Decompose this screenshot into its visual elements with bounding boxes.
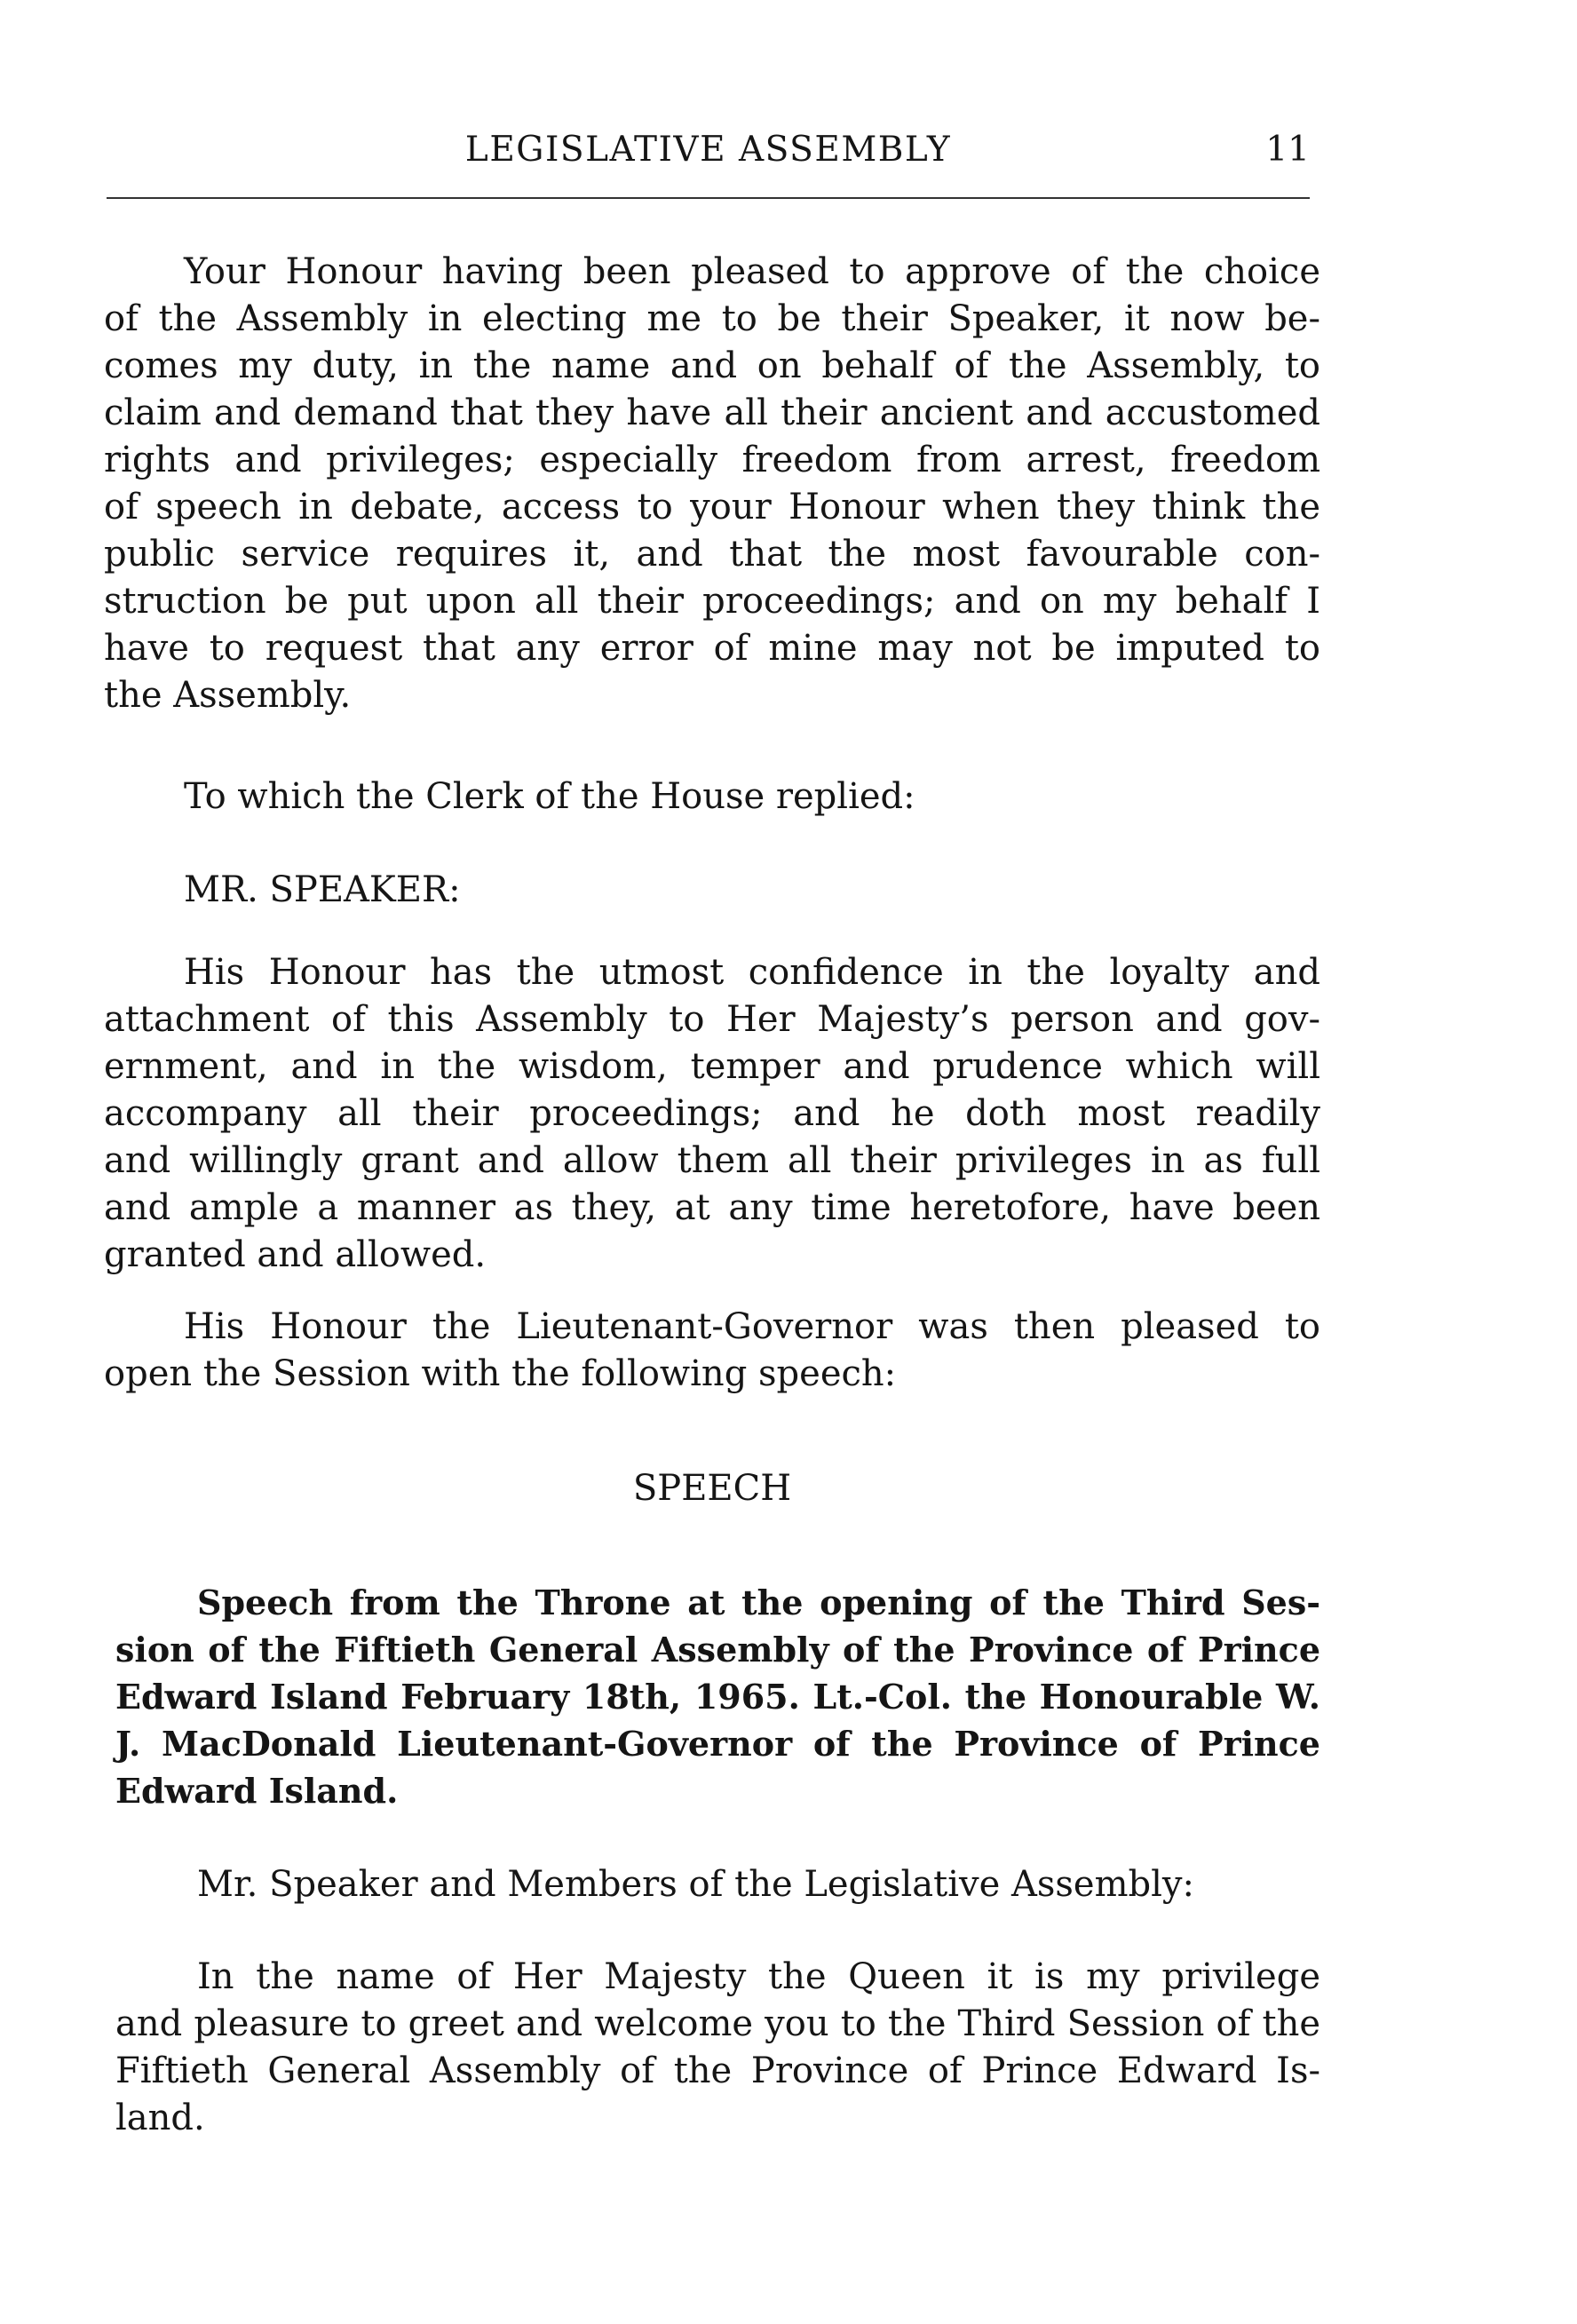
text-line: and ample a manner as they, at any time heretofore, have been (104, 1187, 1320, 1228)
text-line: and willingly grant and allow them all their privileges in as full (104, 1140, 1320, 1181)
text-line: sion of the Fiftieth General Assembly of the Province of Prince (115, 1630, 1320, 1670)
address-line (115, 1861, 1320, 1908)
running-head (107, 129, 1310, 182)
speech-heading: SPEECH (632, 1468, 792, 1509)
text-line: claim and demand that they have all their ancient and accustomed (104, 393, 1320, 433)
text-line: Edward Island February 18th, 1965. Lt.-Col. the Honourable W. (115, 1677, 1320, 1717)
paragraph-reply (104, 949, 1320, 1279)
text-line: comes my duty, in the name and on behalf of the Assembly, to (104, 345, 1320, 386)
speech-caption (115, 1579, 1320, 1814)
text-line: Fiftieth General Assembly of the Province of Prince Edward Is- (115, 2050, 1320, 2091)
page-number: 11 (1265, 130, 1310, 170)
clerk-intro (104, 773, 1320, 821)
running-title: LEGISLATIVE ASSEMBLY (464, 130, 952, 170)
paragraph-session-open (104, 1304, 1320, 1398)
text-line: rights and privileges; especially freedom from arrest, freedom (104, 440, 1320, 480)
text-line: His Honour the Lieutenant-Governor was then pleased to (184, 1306, 1320, 1347)
text-line: of speech in debate, access to your Honour when they think the (104, 487, 1320, 527)
text-line: struction be put upon all their proceedings; and on my behalf I (104, 581, 1320, 622)
text-line: ernment, and in the wisdom, temper and prudence which will (104, 1046, 1320, 1087)
text-line: of the Assembly in electing me to be their Speaker, it now be- (104, 298, 1320, 339)
text-line: attachment of this Assembly to Her Majesty’s person and gov- (104, 999, 1320, 1040)
address-text: Mr. Speaker and Members of the Legislative Assembly: (197, 1864, 1195, 1905)
text-line: land. (115, 2098, 205, 2138)
salutation-text: MR. SPEAKER: (184, 869, 461, 910)
header-rule (107, 197, 1310, 199)
text-line: His Honour has the utmost confidence in the loyalty and (184, 952, 1320, 993)
text-line: the Assembly. (104, 675, 352, 716)
text-line: Speech from the Throne at the opening of the Third Ses- (197, 1582, 1320, 1622)
text-line: Edward Island. (115, 1771, 399, 1811)
text-line: open the Session with the following speech: (104, 1353, 897, 1394)
text-line: J. MacDonald Lieutenant-Governor of the Province of Prince (115, 1724, 1320, 1764)
text-line: In the name of Her Majesty the Queen it is my privilege (197, 1956, 1320, 1997)
text-line: public service requires it, and that the most favourable con- (104, 534, 1320, 575)
text-line: and pleasure to greet and welcome you to the Third Session of the (115, 2003, 1320, 2044)
paragraph-speaker-claim (104, 249, 1320, 719)
text-line: Your Honour having been pleased to approve of the choice (184, 251, 1320, 292)
salutation (104, 867, 1320, 914)
paragraph-greeting (115, 1954, 1320, 2142)
text-line: granted and allowed. (104, 1234, 487, 1275)
clerk-intro-text: To which the Clerk of the House replied: (184, 776, 915, 817)
text-line: accompany all their proceedings; and he doth most readily (104, 1093, 1320, 1134)
text-line: have to request that any error of mine may not be imputed to (104, 628, 1320, 669)
